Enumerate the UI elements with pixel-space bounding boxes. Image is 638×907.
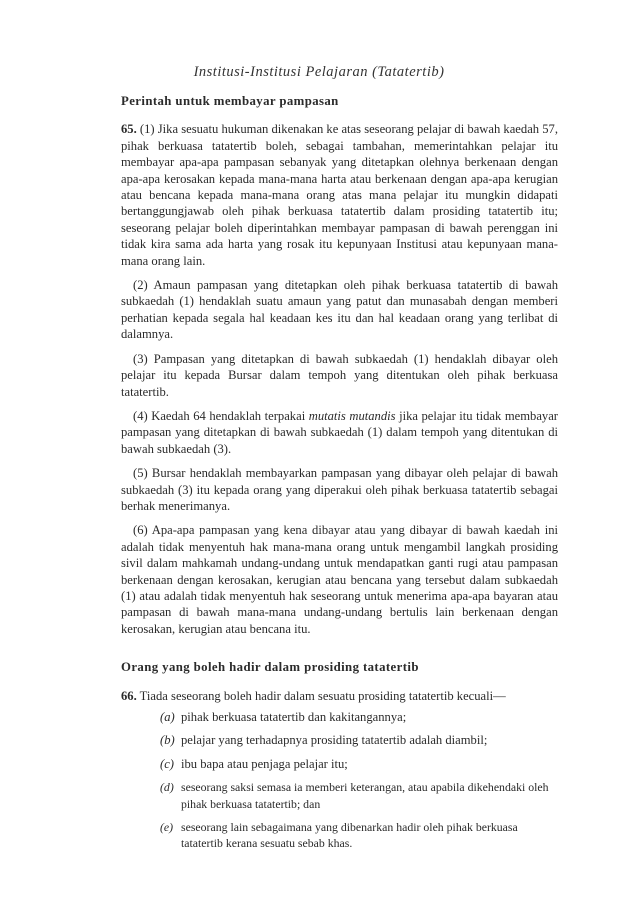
section-65-paragraph-6: (6) Apa-apa pampasan yang kena dibayar atau yang dibayar di bawah kaedah ini adalah tidak menyentuh hak mana-mana orang untuk mengambil langkah prosiding sivil dalam mahkamah undang-undang untuk mendapatkan ganti rugi atau pampasan berkenaan dengan kerosakan, kerugian atau bencana yang tersebut dalam subkaedah (1) atau adalah tidak menyentuh hak seseorang untuk menerima apa-apa bayaran atau pampasan di bawah mana-mana undang-undang bertulis lain berkenaan dengan kerosakan, kerugian atau bencana itu. xyxy=(121,523,558,636)
running-header: Institusi-Institusi Pelajaran (Tatatertib) xyxy=(193,64,445,80)
list-item-label: (d) xyxy=(160,780,174,795)
list-item-label: (c) xyxy=(160,756,174,771)
section-65-paragraph-5: (5) Bursar hendaklah membayarkan pampasan yang dibayar oleh pelajar di bawah subkaedah (3) itu kepada orang yang diperakui oleh pihak berkuasa tatatertib sebagai berhak menerimanya. xyxy=(121,466,558,513)
section-65-paragraph-3: (3) Pampasan yang ditetapkan di bawah subkaedah (1) hendaklah dibayar oleh pelajar itu kepada Bursar dalam tempoh yang ditentukan oleh pihak berkuasa tatatertib. xyxy=(121,351,558,399)
list-item xyxy=(121,732,558,748)
section-65-paragraph-4-lead: (4) Kaedah 64 hendaklah terpakai xyxy=(133,408,309,423)
list-item-text: ibu bapa atau penjaga pelajar itu; xyxy=(181,756,348,771)
list-item-text: seseorang saksi semasa ia memberi keterangan, atau apabila dikehendaki oleh pihak berkuasa tatatertib; dan xyxy=(181,780,549,811)
section-65-paragraph-1-text: (1) Jika sesuatu hukuman dikenakan ke atas seseorang pelajar di bawah kaedah 57, pihak berkuasa tatatertib boleh, sebagai tambahan, memerintahkan pelajar itu membayar apa-apa pampasan sebanyak yang ditetapkan olehnya berkenaan dengan apa-apa kerosakan kepada mana-mana harta atau berkenaan dengan apa-apa kerugian atau bencana kepada mana-mana orang atas mana pelajar itu mungkin didapati bertanggungjawab oleh pihak berkuasa tatatertib dalam prosiding tatatertib itu; seseorang pelajar boleh diperintahkan membayar pampasan di bawah perenggan ini tidak kira sama ada harta yang rosak itu kepunyaan Institusi atau kepunyaan mana-mana orang lain. xyxy=(121,122,558,268)
section-66-intro xyxy=(121,688,558,704)
list-item-text: pihak berkuasa tatatertib dan kakitangannya; xyxy=(181,710,407,724)
list-item xyxy=(121,779,558,812)
section-65-paragraph-4-latin: mutatis mutandis xyxy=(308,408,396,423)
section-65-paragraph-1 xyxy=(121,121,558,269)
list-item-text: seseorang lain sebagaimana yang dibenarkan hadir oleh pihak berkuasa tatatertib kerana sesuatu sebab khas. xyxy=(181,820,518,851)
list-item-text: pelajar yang terhadapnya prosiding tatatertib adalah diambil; xyxy=(181,733,488,748)
section-66-list xyxy=(121,709,558,852)
section-66-number: 66. xyxy=(121,688,137,703)
section-65-number: 65. xyxy=(121,122,137,137)
list-item-label: (b) xyxy=(160,733,175,748)
list-item xyxy=(121,756,558,772)
section-66-heading: Orang yang boleh hadir dalam prosiding tatatertib xyxy=(121,660,419,675)
list-item xyxy=(121,709,558,725)
section-65-heading: Perintah untuk membayar pampasan xyxy=(121,94,339,108)
section-65-paragraph-2: (2) Amaun pampasan yang ditetapkan oleh pihak berkuasa tatatertib di bawah subkaedah (1) hendaklah suatu amaun yang patut dan munasabah dengan memberi perhatian kepada segala hal keadaan kes itu dan hal keadaan orang yang terlibat di dalamnya. xyxy=(121,278,558,342)
list-item-label: (e) xyxy=(160,820,174,835)
section-65-paragraph-4 xyxy=(121,408,558,457)
section-66-intro-text: Tiada seseorang boleh hadir dalam sesuatu prosiding tatatertib kecuali— xyxy=(139,688,506,703)
section-65-paragraph-4-rest: jika pelajar itu tidak membayar pampasan yang ditetapkan di bawah subkaedah (1) dalam tempoh yang ditentukan di bawah subkaedah (3). xyxy=(121,408,558,456)
list-item-label: (a) xyxy=(160,710,175,724)
page-content xyxy=(121,93,558,852)
list-item xyxy=(121,819,558,852)
